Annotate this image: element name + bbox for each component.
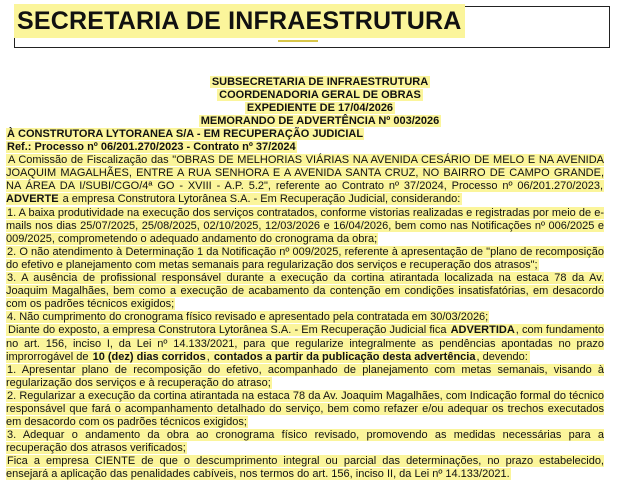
header-accent-line (278, 40, 318, 42)
decision-paragraph: Diante do exposto, a empresa Construtora Lytorânea S.A. - Em Recuperação Judicial fica ADVERTIDA, com fundamento no art. 156, inciso I, da Lei nº 14.133/2021, para que regularize integralmente as pendências apontadas no prazo improrrogável de 10 (dez) dias corridos, contados a partir da publicação desta advertência, devendo: (6, 324, 604, 363)
reference: Ref.: Processo nº 06/201.270/2023 - Contrato nº 37/2024 (7, 141, 296, 154)
consideration-item: 1. A baixa produtividade na execução dos serviços contratados, conforme vistorias realizadas e registradas por meio de e-mails nos dias 25/07/2025, 25/08/2025, 02/10/2025, 12/03/2026 e 16/04/2026, bem como nas Notificações nº 006/2025 e 009/2025, comprometendo o adequado andamento do cronograma da obra; (6, 206, 604, 245)
heading-line: SUBSECRETARIA DE INFRAESTRUTURA (211, 76, 429, 88)
memo-heading (0, 76, 640, 128)
consideration-item: 2. O não atendimento à Determinação 1 da Notificação nº 009/2025, referente à apresentação de "plano de recomposição do efetivo e planejamento com metas semanais para regularização dos serviços e recuperação dos atrasos"; (6, 245, 604, 271)
closing-paragraph: Fica a empresa CIENTE de que o descumprimento integral ou parcial das determinações, no prazo estabelecido, ensejará a aplicação das penalidades cabíveis, nos termos do art. 156, inciso II, da Lei nº 14.133/2021. (6, 455, 604, 481)
addressee: À CONSTRUTORA LYTORANEA S/A - EM RECUPERAÇÃO JUDICIAL (7, 128, 364, 140)
heading-line: EXPEDIENTE DE 17/04/2026 (246, 102, 394, 114)
heading-line: MEMORANDO DE ADVERTÊNCIA Nº 003/2026 (200, 115, 440, 127)
determination-item: 3. Adequar o andamento da obra ao cronograma físico revisado, promovendo as medidas necessárias para a recuperação dos atrasos verificados; (6, 429, 604, 455)
memo-body (6, 128, 604, 482)
determination-item: 2. Regularizar a execução da cortina atirantada na estaca 78 da Av. Joaquim Magalhães, com Indicação formal do técnico responsável que fará o acompanhamento detalhado do serviço, bem como refazer e/ou adequar os trechos executados em desacordo com os padrões técnicos exigidos; (6, 389, 604, 429)
consideration-item: 4. Não cumprimento do cronograma físico revisado e apresentado pela contratada em 30/03/2026; (7, 311, 489, 324)
header-title: SECRETARIA DE INFRAESTRUTURA (14, 4, 465, 38)
intro-paragraph: A Comissão de Fiscalização das "OBRAS DE MELHORIAS VIÁRIAS NA AVENIDA CESÁRIO DE MELO E NA AVENIDA JOAQUIM MAGALHÃES, ENTRE A RUA SENHORA E A AVENIDA SANTA CRUZ, NO BAIRRO DE CAMPO GRANDE, NA ÁREA DA I/SUBI/CGO/4ª GO - XVIII - A.P. 5.2", referente ao Contrato nº 37/2024, Processo nº 06/201.270/2023, ADVERTE a empresa Construtora Lytorânea S.A. - Em Recuperação Judicial, considerando: (6, 154, 604, 206)
determination-item: 1. Apresentar plano de recomposição do efetivo, acompanhado de planejamento com metas semanais, visando à regularização dos serviços e à recuperação do atraso; (6, 363, 604, 389)
heading-line: COORDENADORIA GERAL DE OBRAS (219, 89, 421, 101)
consideration-item: 3. A ausência de profissional responsável durante a execução da cortina atirantada localizada na estaca 78 da Av. Joaquim Magalhães, bem como a execução de acabamento da contenção em condições insatisfatórias, em desacordo com os padrões técnicos exigidos; (6, 272, 604, 311)
